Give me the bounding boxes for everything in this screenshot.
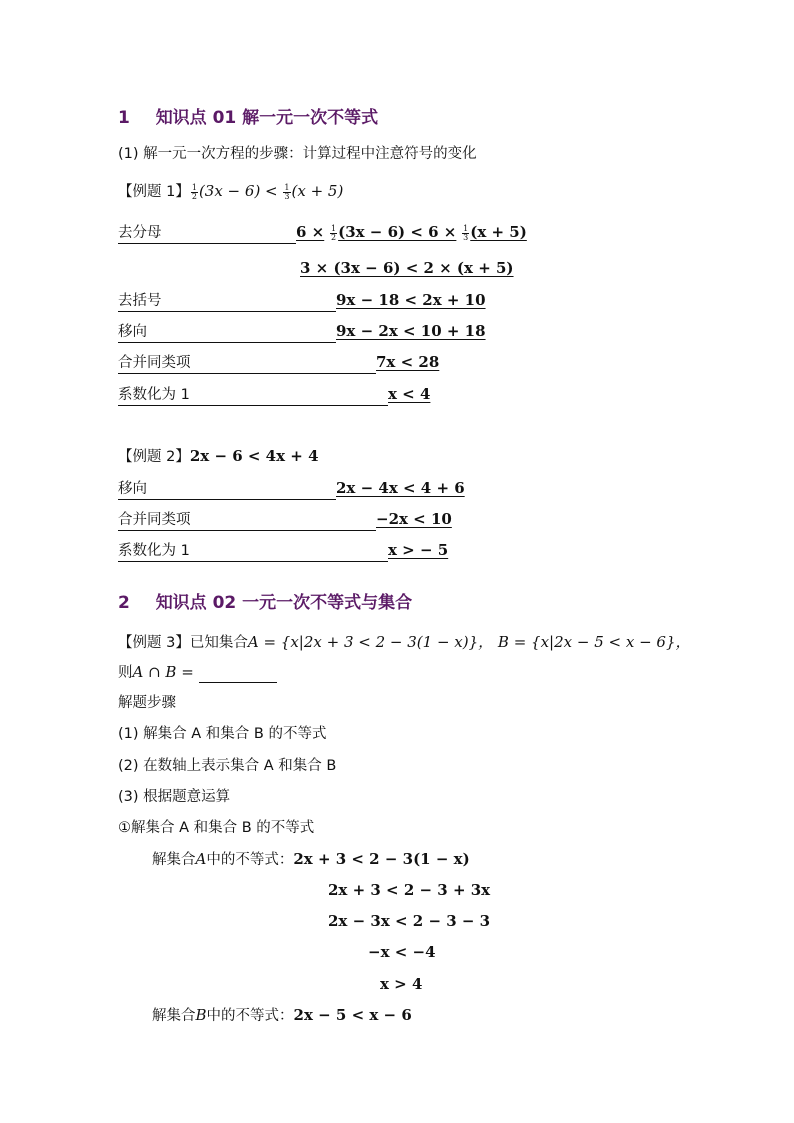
example-1-expr-b: (x + 5) [291,182,344,200]
solve-step-1: (1) 解集合 A 和集合 B 的不等式 [118,726,327,742]
step-math: 7x < 28 [376,353,440,371]
fraction-denominator: 2 [331,232,337,242]
example-2-problem [118,446,319,467]
solve-set-a-line [152,849,470,870]
fraction-denominator: 2 [191,191,197,201]
step-math: x < 4 [388,385,431,403]
step-label: 合并同类项 [118,353,376,374]
step-label: 去括号 [118,291,336,312]
fraction-denominator: 3 [463,232,469,242]
example-3-intro: 已知集合 [189,635,248,651]
example-2-label: 【例题 2】 [118,449,190,465]
section-1-number: 1 [118,108,130,128]
solve-b-suffix: 中的不等式： [206,1008,294,1024]
fraction-numerator: 1 [284,182,290,192]
step-label: 移向 [118,322,336,343]
example-3-question [118,662,277,683]
fraction-half [191,184,198,201]
question-prefix: 则 [118,665,133,681]
fraction-third [283,184,290,201]
solve-b-expr: 2x − 5 < x − 6 [293,1006,412,1024]
step-math: 9x − 18 < 2x + 10 [336,291,486,309]
fraction-third [462,225,469,242]
solve-a-expr: 2x + 3 < 2 − 3(1 − x) [293,850,470,868]
example-1-step-math: 3 × (3x − 6) < 2 × (x + 5) [300,259,514,277]
solve-a-label: 解集合 [152,852,196,868]
solve-a-suffix: 中的不等式： [206,852,294,868]
solve-a-step: −x < −4 [368,943,436,961]
solve-set-b-line [152,1005,412,1026]
sub-step-title: ①解集合 A 和集合 B 的不等式 [118,820,315,836]
fraction-denominator: 3 [284,191,290,201]
section-2-heading [118,593,412,613]
solve-step-3: (3) 根据题意运算 [118,789,231,805]
step-label: 系数化为 1 [118,541,388,562]
section-1-title: 知识点 01 解一元一次不等式 [155,108,379,128]
example-1-step-expand [118,290,486,312]
section-1-heading [118,108,378,128]
solve-b-var: B [195,1006,207,1024]
intersection-expr: A ∩ B = [132,663,194,681]
example-1-step-coefficient [118,384,430,406]
solve-steps-title: 解题步骤 [118,695,176,711]
fraction-numerator: 1 [331,223,337,233]
example-1-label: 【例题 1】 [118,184,190,200]
step-math-mid: (3x − 6) < 6 × [338,223,457,241]
example-2-step-combine [118,509,452,531]
solve-a-var: A [195,850,207,868]
example-1-step-clear-denominator [118,222,527,244]
step-label: 合并同类项 [118,510,376,531]
fraction-numerator: 1 [191,182,197,192]
step-math: x > − 5 [388,541,449,559]
step-math-post: (x + 5) [470,223,527,241]
section-2-title: 知识点 02 一元一次不等式与集合 [155,593,413,613]
example-3-label: 【例题 3】 [118,635,190,651]
step-math: 9x − 2x < 10 + 18 [336,322,486,340]
set-b-definition: B = {x|2x − 5 < x − 6}， [497,633,691,651]
step-label: 系数化为 1 [118,385,388,406]
step-math: 2x − 4x < 4 + 6 [336,479,465,497]
step-label: 移向 [118,479,336,500]
section-2-number: 2 [118,593,130,613]
solve-a-step: 2x − 3x < 2 − 3 − 3 [328,912,491,930]
example-1-step-transpose [118,321,486,343]
solve-b-label: 解集合 [152,1008,196,1024]
step-note: (1) 解一元一次方程的步骤：计算过程中注意符号的变化 [118,146,477,162]
step-math-pre: 6 × [296,223,325,241]
example-2-expr: 2x − 6 < 4x + 4 [189,447,319,465]
solve-a-step: x > 4 [380,975,423,993]
example-1-expr-a: (3x − 6) < [198,182,278,200]
step-math: −2x < 10 [376,510,452,528]
example-2-step-transpose [118,478,465,500]
solve-step-2: (2) 在数轴上表示集合 A 和集合 B [118,758,337,774]
step-label: 去分母 [118,223,296,244]
fraction-half [330,225,337,242]
example-1-step-combine [118,352,439,374]
fraction-numerator: 1 [463,223,469,233]
set-a-definition: A = {x|2x + 3 < 2 − 3(1 − x)}， [247,633,494,651]
example-2-step-coefficient [118,540,448,562]
example-3-problem [118,632,691,653]
answer-blank[interactable] [199,668,277,683]
example-1-problem [118,181,343,202]
solve-a-step: 2x + 3 < 2 − 3 + 3x [328,881,491,899]
